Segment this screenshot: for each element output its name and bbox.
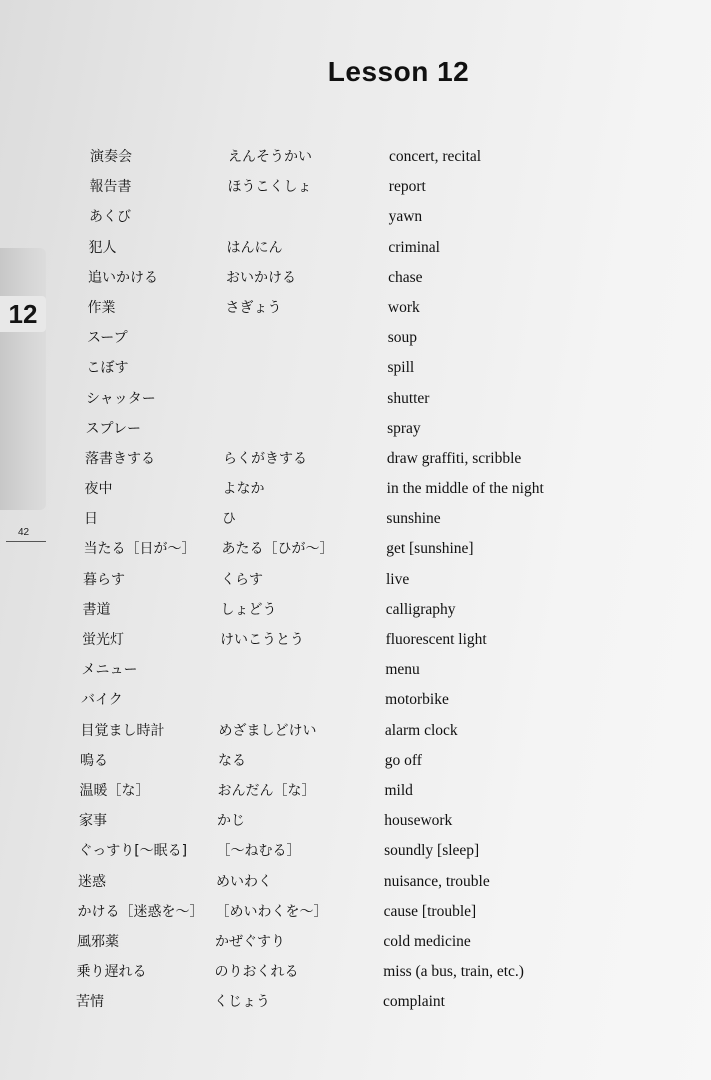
vocab-reading: さぎょう — [225, 299, 282, 316]
vocab-word: 暮らす — [83, 571, 125, 588]
vocab-meaning: report — [388, 178, 426, 196]
vocab-word: 演奏会 — [90, 149, 132, 165]
vocab-word: あくび — [89, 209, 131, 226]
vocab-meaning: cause [trouble] — [383, 902, 477, 920]
vocab-row — [0, 655, 711, 685]
vocab-row — [0, 776, 711, 806]
vocab-row — [0, 957, 711, 987]
vocab-reading: けいこうとう — [220, 632, 304, 648]
vocab-meaning: soup — [387, 329, 417, 347]
vocab-row — [0, 595, 711, 625]
vocab-row — [0, 897, 711, 927]
vocab-row — [0, 685, 711, 715]
vocab-meaning: sunshine — [386, 510, 441, 528]
vocab-meaning: complaint — [383, 993, 445, 1011]
vocab-word: 迷惑 — [78, 873, 106, 890]
vocab-row — [0, 625, 711, 655]
vocab-word: 苦情 — [76, 994, 104, 1011]
vocab-meaning: go off — [384, 751, 422, 769]
page-title: Lesson 12 — [327, 56, 470, 87]
vocab-meaning: soundly [sleep] — [384, 842, 480, 860]
vocab-reading: めいわく — [216, 873, 272, 890]
vocab-word: 報告書 — [89, 179, 132, 196]
vocab-row — [0, 233, 711, 263]
vocab-word: スープ — [87, 330, 128, 347]
vocab-meaning: alarm clock — [384, 721, 458, 739]
vocab-reading: ひ — [222, 511, 236, 528]
vocab-row — [0, 987, 711, 1017]
vocab-reading: よなか — [222, 481, 265, 498]
vocab-row — [0, 836, 711, 866]
vocab-reading: おんだん［な］ — [217, 782, 316, 799]
vocab-word: 温暖［な］ — [79, 782, 150, 799]
page-number: 42 — [18, 527, 30, 538]
vocab-meaning: work — [387, 298, 420, 316]
vocab-row — [0, 474, 711, 504]
vocab-row — [0, 142, 711, 172]
vocab-meaning: mild — [384, 781, 413, 799]
vocab-row — [0, 534, 711, 564]
vocab-meaning: housework — [384, 812, 453, 830]
vocab-meaning: get [sunshine] — [386, 540, 474, 558]
vocab-word: 犯人 — [88, 239, 117, 256]
vocab-row — [0, 172, 711, 202]
vocab-word: バイク — [81, 692, 123, 709]
vocab-meaning: calligraphy — [385, 600, 456, 618]
vocab-word: 日 — [84, 511, 98, 528]
vocab-row — [0, 806, 711, 836]
vocab-meaning: motorbike — [385, 691, 449, 709]
vocab-meaning: cold medicine — [383, 932, 471, 950]
vocab-row — [0, 202, 711, 232]
vocab-word: 追いかける — [88, 269, 158, 286]
vocab-reading: かじ — [217, 813, 245, 830]
vocab-word: スプレー — [85, 420, 141, 437]
vocab-reading: なる — [218, 752, 246, 769]
vocab-word: 落書きする — [85, 450, 155, 467]
vocab-word: メニュー — [81, 662, 138, 679]
vocab-row — [0, 565, 711, 595]
vocab-reading: しょどう — [220, 601, 277, 618]
vocab-reading: らくがきする — [223, 450, 307, 467]
vocab-reading: かぜぐすり — [215, 933, 285, 950]
vocab-meaning: menu — [385, 661, 420, 679]
vocab-row — [0, 444, 711, 474]
vocab-row — [0, 867, 711, 897]
vocab-row — [0, 927, 711, 957]
vocab-meaning: draw graffiti, scribble — [386, 449, 522, 467]
vocab-row — [0, 293, 711, 323]
vocab-reading: くじょう — [214, 994, 270, 1011]
vocab-word: ぐっすり[〜眠る] — [78, 843, 188, 860]
vocab-meaning: spill — [387, 359, 415, 377]
vocab-word: かける［迷惑を〜］ — [77, 903, 204, 920]
vocab-meaning: in the middle of the night — [386, 480, 544, 498]
vocab-word: 書道 — [82, 601, 111, 618]
vocab-reading: ほうこくしょ — [227, 179, 312, 196]
vocab-meaning: concert, recital — [389, 148, 482, 165]
vocab-row — [0, 504, 711, 534]
vocab-row — [0, 384, 711, 414]
vocab-reading: ［めいわくを〜］ — [215, 903, 328, 920]
vocab-word: 目覚まし時計 — [80, 722, 165, 739]
vocab-word: 作業 — [87, 299, 116, 316]
vocabulary-list — [0, 142, 711, 1017]
vocab-reading: のりおくれる — [214, 964, 299, 981]
vocab-row — [0, 716, 711, 746]
vocab-reading: えんそうかい — [228, 149, 312, 165]
vocab-meaning: nuisance, trouble — [383, 872, 490, 890]
vocab-word: 家事 — [79, 813, 107, 830]
vocab-meaning: live — [386, 570, 410, 588]
vocab-reading: あたる［ひが〜］ — [221, 541, 334, 558]
vocab-reading: ［〜ねむる］ — [216, 843, 301, 860]
vocab-reading: めざましどけい — [218, 722, 317, 739]
vocab-row — [0, 353, 711, 383]
vocab-word: 乗り遅れる — [76, 964, 147, 981]
vocab-word: こぼす — [86, 360, 129, 377]
chapter-tab-number: 12 — [0, 296, 46, 332]
vocab-row — [0, 414, 711, 444]
vocab-meaning: shutter — [387, 389, 430, 407]
vocab-word: 夜中 — [84, 481, 113, 498]
vocab-row — [0, 746, 711, 776]
vocab-word: 蛍光灯 — [82, 632, 124, 648]
vocab-meaning: chase — [388, 268, 423, 286]
vocab-row — [0, 323, 711, 353]
vocab-reading: おいかける — [226, 269, 296, 286]
vocab-meaning: miss (a bus, train, etc.) — [383, 963, 524, 981]
vocab-word: 鳴る — [80, 752, 108, 769]
vocab-word: シャッター — [86, 390, 156, 407]
vocab-reading: はんにん — [226, 239, 283, 256]
vocab-meaning: spray — [387, 419, 421, 437]
vocab-row — [0, 263, 711, 293]
vocab-word: 当たる［日が〜］ — [83, 541, 196, 558]
vocab-meaning: fluorescent light — [385, 631, 487, 648]
vocab-meaning: criminal — [388, 238, 440, 256]
vocab-meaning: yawn — [388, 208, 423, 226]
vocab-reading: くらす — [221, 571, 263, 588]
vocab-word: 風邪薬 — [77, 933, 119, 950]
